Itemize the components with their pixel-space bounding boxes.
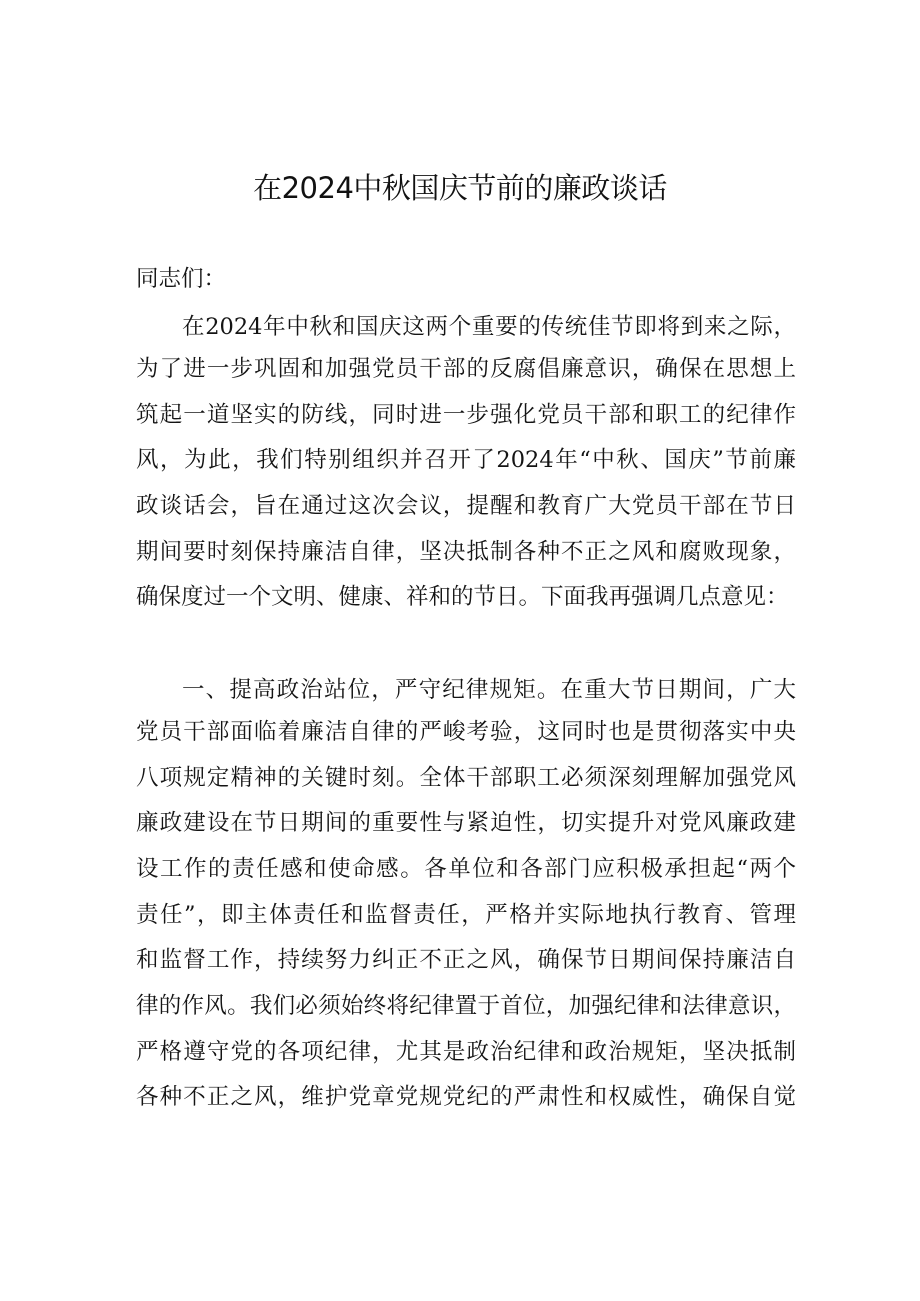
salutation: 同志们： bbox=[136, 266, 227, 292]
paragraph-1-line-4: 风，为此，我们特别组织并召开了2024年“中秋、国庆”节前廉 bbox=[136, 447, 796, 473]
paragraph-1-line-3: 筑起一道坚实的防线，同时进一步强化党员干部和职工的纪律作 bbox=[136, 402, 796, 428]
paragraph-2-line-1: 一、提高政治站位，严守纪律规矩。在重大节日期间，广大 bbox=[182, 677, 796, 703]
paragraph-1-line-5: 政谈话会，旨在通过这次会议，提醒和教育广大党员干部在节日 bbox=[136, 493, 796, 519]
document-title: 在2024中秋国庆节前的廉政谈话 bbox=[253, 171, 667, 205]
paragraph-1-line-1: 在2024年中秋和国庆这两个重要的传统佳节即将到来之际， bbox=[182, 314, 796, 340]
paragraph-2-line-7: 和监督工作，持续努力纠正不正之风，确保节日期间保持廉洁自 bbox=[136, 947, 796, 973]
paragraph-2-line-6: 责任”，即主体责任和监督责任，严格并实际地执行教育、管理 bbox=[136, 902, 796, 928]
paragraph-2-line-2: 党员干部面临着廉洁自律的严峻考验，这同时也是贯彻落实中央 bbox=[136, 719, 796, 745]
paragraph-2-line-4: 廉政建设在节日期间的重要性与紧迫性，切实提升对党风廉政建 bbox=[136, 810, 796, 836]
paragraph-2-line-8: 律的作风。我们必须始终将纪律置于首位，加强纪律和法律意识， bbox=[136, 993, 796, 1019]
paragraph-2-line-10: 各种不正之风，维护党章党规党纪的严肃性和权威性，确保自觉 bbox=[136, 1084, 796, 1110]
paragraph-1-line-7: 确保度过一个文明、健康、祥和的节日。下面我再强调几点意见： bbox=[136, 584, 789, 610]
paragraph-2-line-3: 八项规定精神的关键时刻。全体干部职工必须深刻理解加强党风 bbox=[136, 765, 796, 791]
paragraph-2-line-9: 严格遵守党的各项纪律，尤其是政治纪律和政治规矩，坚决抵制 bbox=[136, 1039, 796, 1065]
paragraph-1-line-2: 为了进一步巩固和加强党员干部的反腐倡廉意识，确保在思想上 bbox=[136, 356, 796, 382]
paragraph-1-line-6: 期间要时刻保持廉洁自律，坚决抵制各种不正之风和腐败现象， bbox=[136, 539, 796, 565]
paragraph-2-line-5: 设工作的责任感和使命感。各单位和各部门应积极承担起“两个 bbox=[136, 856, 796, 882]
